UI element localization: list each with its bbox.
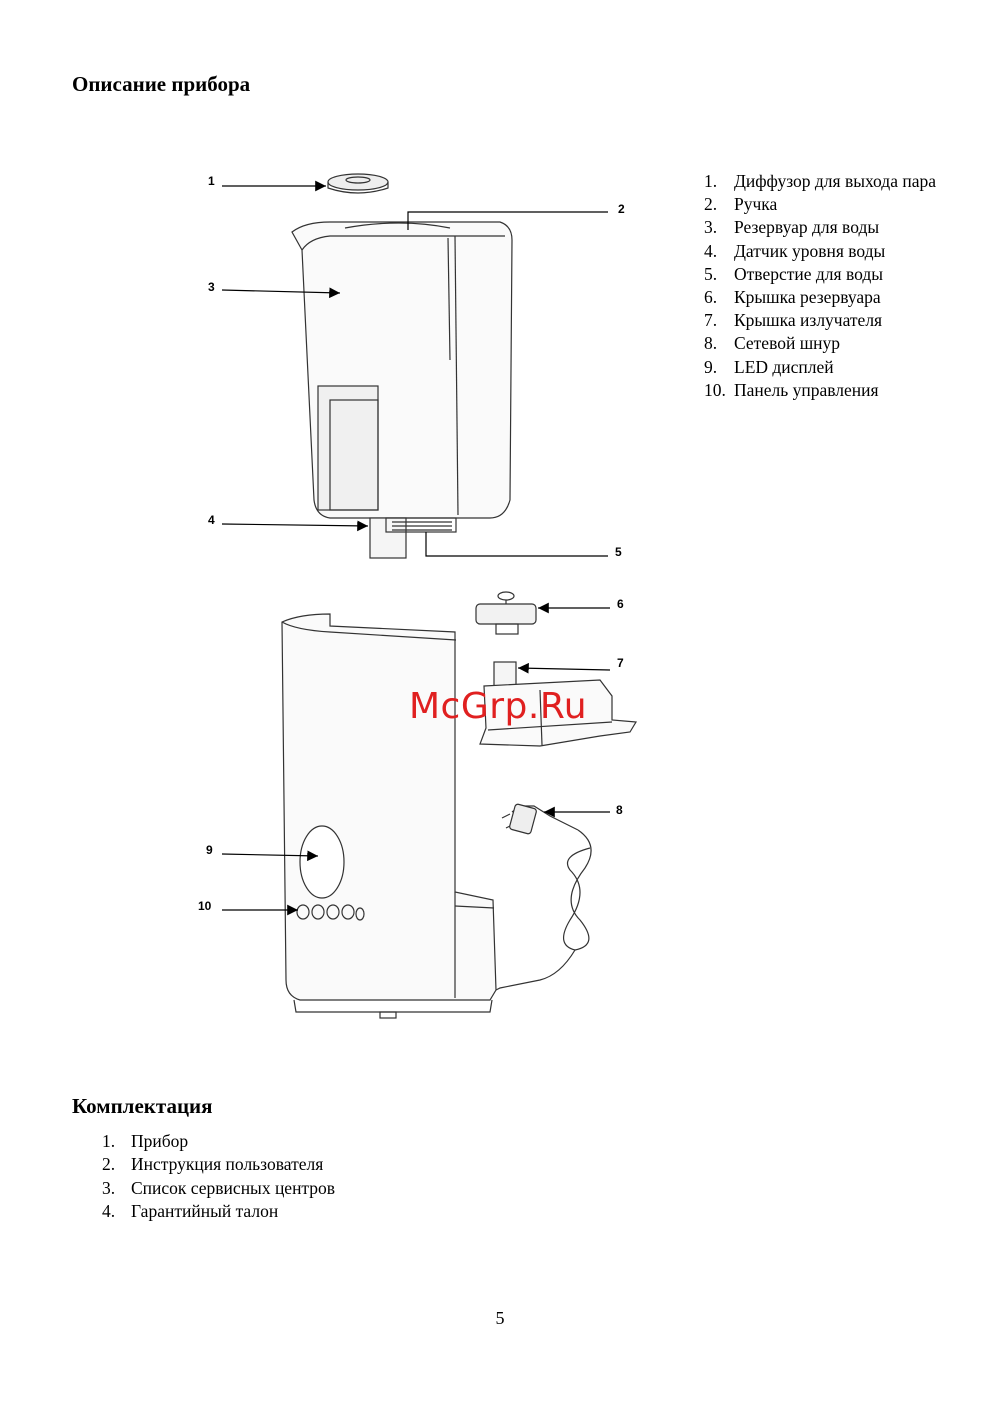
list-item-number: 8. (704, 333, 718, 354)
list-item (102, 1177, 335, 1200)
callout-label-8: 8 (616, 803, 623, 817)
list-item-number: 3. (102, 1177, 116, 1198)
list-item-text: Диффузор для выхода пара (734, 171, 936, 191)
list-item-text: Список сервисных центров (131, 1177, 336, 1198)
list-item-number: 7. (704, 310, 718, 331)
list-item (704, 332, 994, 355)
diffuser-drawing (328, 174, 388, 193)
watermark-text: McGrp.Ru (409, 686, 588, 727)
base-drawing (282, 614, 496, 1018)
callout-leader-5 (426, 532, 608, 556)
list-item-text: Отверстие для воды (734, 263, 883, 284)
list-item (704, 216, 994, 239)
tank-bottom-drawing (370, 518, 456, 558)
list-item (102, 1153, 335, 1176)
list-item (102, 1130, 335, 1153)
callout-label-7: 7 (617, 656, 624, 670)
callout-label-5: 5 (615, 545, 622, 559)
list-item-text: Крышка резервуара (734, 287, 881, 308)
list-item (704, 240, 994, 263)
list-item (704, 193, 994, 216)
list-item-number: 4. (102, 1201, 116, 1222)
list-item-text: Гарантийный талон (131, 1201, 279, 1222)
list-item (704, 263, 994, 286)
list-item-number: 10. (704, 379, 726, 400)
callout-label-6: 6 (617, 597, 624, 611)
callout-label-1: 1 (208, 174, 215, 188)
section-title-device: Описание прибора (72, 72, 251, 96)
list-item-text: Сетевой шнур (734, 333, 841, 354)
callout-label-3: 3 (208, 280, 215, 294)
list-item-text: Прибор (131, 1131, 189, 1151)
list-item-text: LED дисплей (734, 356, 834, 377)
list-item-number: 4. (704, 240, 718, 261)
list-item-number: 3. (704, 217, 718, 238)
water-tank-drawing (292, 222, 512, 518)
list-item (704, 379, 994, 402)
list-item (704, 286, 994, 309)
list-item-text: Инструкция пользователя (131, 1154, 324, 1175)
callout-label-2: 2 (618, 202, 625, 216)
list-item-text: Панель управления (734, 379, 879, 400)
list-item-number: 2. (102, 1154, 116, 1175)
list-item-text: Датчик уровня воды (734, 240, 886, 261)
list-item (102, 1200, 335, 1223)
list-item-text: Ручка (734, 194, 778, 215)
list-item-number: 6. (704, 287, 718, 308)
callout-label-10: 10 (198, 899, 212, 913)
kit-list (102, 1130, 335, 1224)
callout-arrow-7 (518, 668, 610, 670)
callout-label-9: 9 (206, 843, 213, 857)
list-item (704, 170, 994, 193)
list-item-number: 2. (704, 194, 718, 215)
power-cord-drawing (496, 804, 591, 990)
list-item-number: 9. (704, 356, 718, 377)
list-item-number: 1. (102, 1131, 116, 1151)
device-diagram (190, 160, 650, 1030)
list-item (704, 309, 994, 332)
page-number: 5 (495, 1308, 505, 1328)
parts-list (704, 170, 994, 402)
list-item-number: 1. (704, 171, 718, 191)
list-item-number: 5. (704, 263, 718, 284)
section-title-kit: Комплектация (72, 1094, 213, 1118)
tank-cap-drawing (476, 592, 536, 634)
list-item (704, 356, 994, 379)
callout-arrow-4 (222, 524, 368, 526)
list-item-text: Резервуар для воды (734, 217, 880, 238)
callout-label-4: 4 (208, 513, 215, 527)
list-item-text: Крышка излучателя (734, 310, 883, 331)
